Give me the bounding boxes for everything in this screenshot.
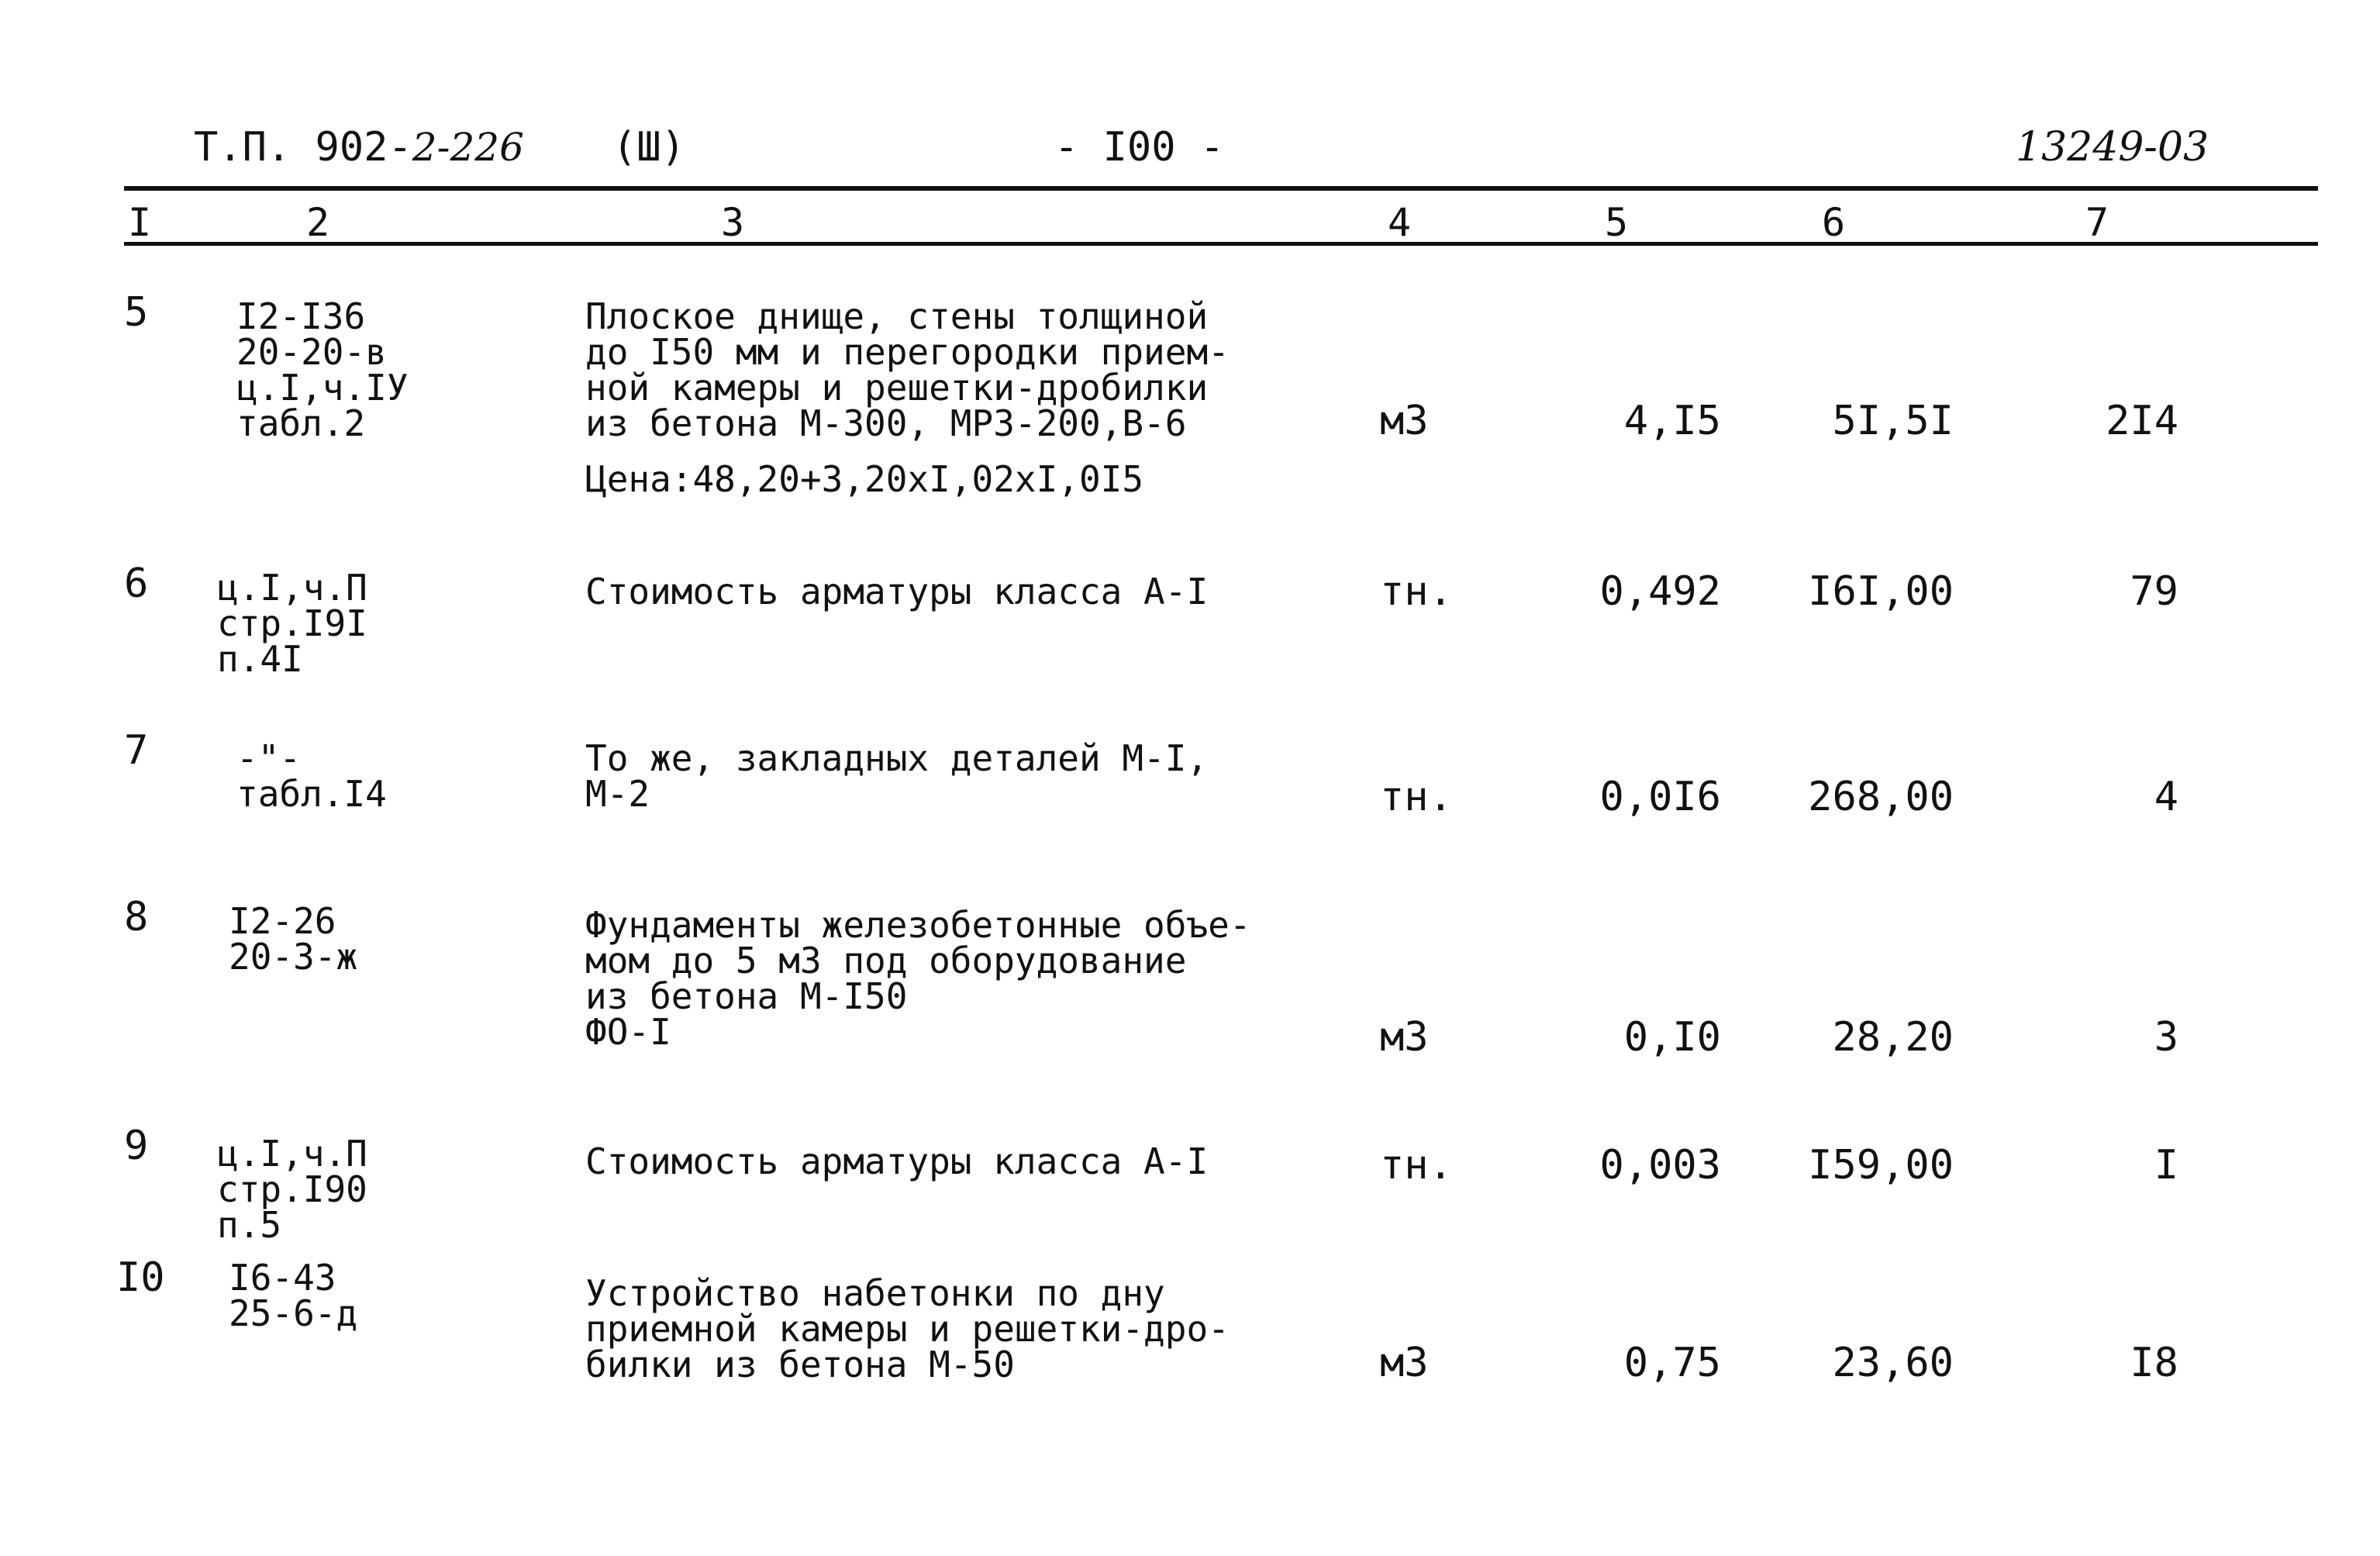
doc-code	[194, 124, 524, 171]
row-quantity: 0,492	[1599, 568, 1721, 615]
row-code: ц.I,ч.П стр.I9I п.4I	[217, 567, 367, 680]
document-part: (Ш)	[612, 124, 685, 171]
row-unit: м3	[1380, 398, 1429, 444]
row-number: 6	[124, 561, 149, 607]
row-code: I6-43 25-6-д	[229, 1257, 358, 1334]
row-price: 268,00	[1808, 774, 1954, 820]
row-unit: м3	[1380, 1340, 1429, 1386]
row-unit: м3	[1380, 1014, 1429, 1061]
row-number: 8	[124, 894, 149, 940]
row-price: 23,60	[1832, 1340, 1954, 1386]
row-number: 5	[124, 289, 149, 336]
column-header-6: 6	[1822, 200, 1846, 245]
header-rule-top	[124, 186, 2318, 191]
row-description: Устройство набетонки по дну приемной камеры и решетки-дро- билки из бетона М-50	[585, 1272, 1230, 1385]
row-code: ц.I,ч.П стр.I90 п.5	[217, 1133, 367, 1246]
row-quantity: 0,I0	[1623, 1014, 1721, 1061]
column-header-2: 2	[306, 200, 330, 245]
row-total: I8	[2130, 1340, 2178, 1386]
row-description: Плоское днище, стены толщиной до I50 мм и перегородки прием- ной камеры и решетки-дробилки из бетона М-300, МРЗ-200,В-6	[585, 295, 1230, 444]
reference-number: 13249-03	[2016, 124, 2209, 171]
row-total: I	[2154, 1142, 2178, 1189]
column-header-7: 7	[2085, 200, 2109, 245]
page-number: - I00 -	[1054, 124, 1225, 171]
row-note: Цена:48,20+3,20хI,02хI,0I5	[585, 458, 1144, 500]
column-header-1: I	[128, 200, 152, 245]
row-quantity: 0,003	[1599, 1142, 1721, 1189]
row-unit: тн.	[1380, 568, 1453, 615]
row-description: Стоимость арматуры класса А-I	[585, 1140, 1209, 1182]
row-quantity: 4,I5	[1623, 398, 1721, 444]
row-price: 28,20	[1832, 1014, 1954, 1061]
row-price: 5I,5I	[1832, 398, 1954, 444]
column-header-5: 5	[1605, 200, 1629, 245]
row-total: 79	[2130, 568, 2178, 615]
row-unit: тн.	[1380, 1142, 1453, 1189]
doc-code-prefix: Т.П. 902-	[194, 124, 412, 171]
row-price: I6I,00	[1808, 568, 1954, 615]
row-number: 9	[124, 1123, 149, 1169]
row-description: Фундаменты железобетонные объе- мом до 5 м3 под оборудование из бетона М-I50 ФО-I	[585, 904, 1251, 1053]
row-total: 2I4	[2106, 398, 2178, 444]
column-header-4: 4	[1388, 200, 1412, 245]
doc-code-handwritten: 2-226	[412, 125, 524, 170]
row-description: Стоимость арматуры класса А-I	[585, 571, 1209, 612]
row-total: 3	[2154, 1014, 2178, 1061]
row-number: 7	[124, 727, 149, 774]
row-quantity: 0,0I6	[1599, 774, 1721, 820]
row-quantity: 0,75	[1623, 1340, 1721, 1386]
row-code: I2-26 20-3-ж	[229, 900, 358, 978]
header-rule-bottom	[124, 242, 2318, 246]
column-header-3: 3	[721, 200, 745, 245]
row-price: I59,00	[1808, 1142, 1954, 1189]
row-code: I2-I36 20-20-в ц.I,ч.IУ табл.2	[236, 295, 409, 444]
row-description: То же, закладных деталей М-I, М-2	[585, 737, 1209, 815]
row-code: -"- табл.I4	[236, 737, 387, 815]
row-unit: тн.	[1380, 774, 1453, 820]
row-total: 4	[2154, 774, 2178, 820]
row-number: I0	[116, 1254, 165, 1301]
